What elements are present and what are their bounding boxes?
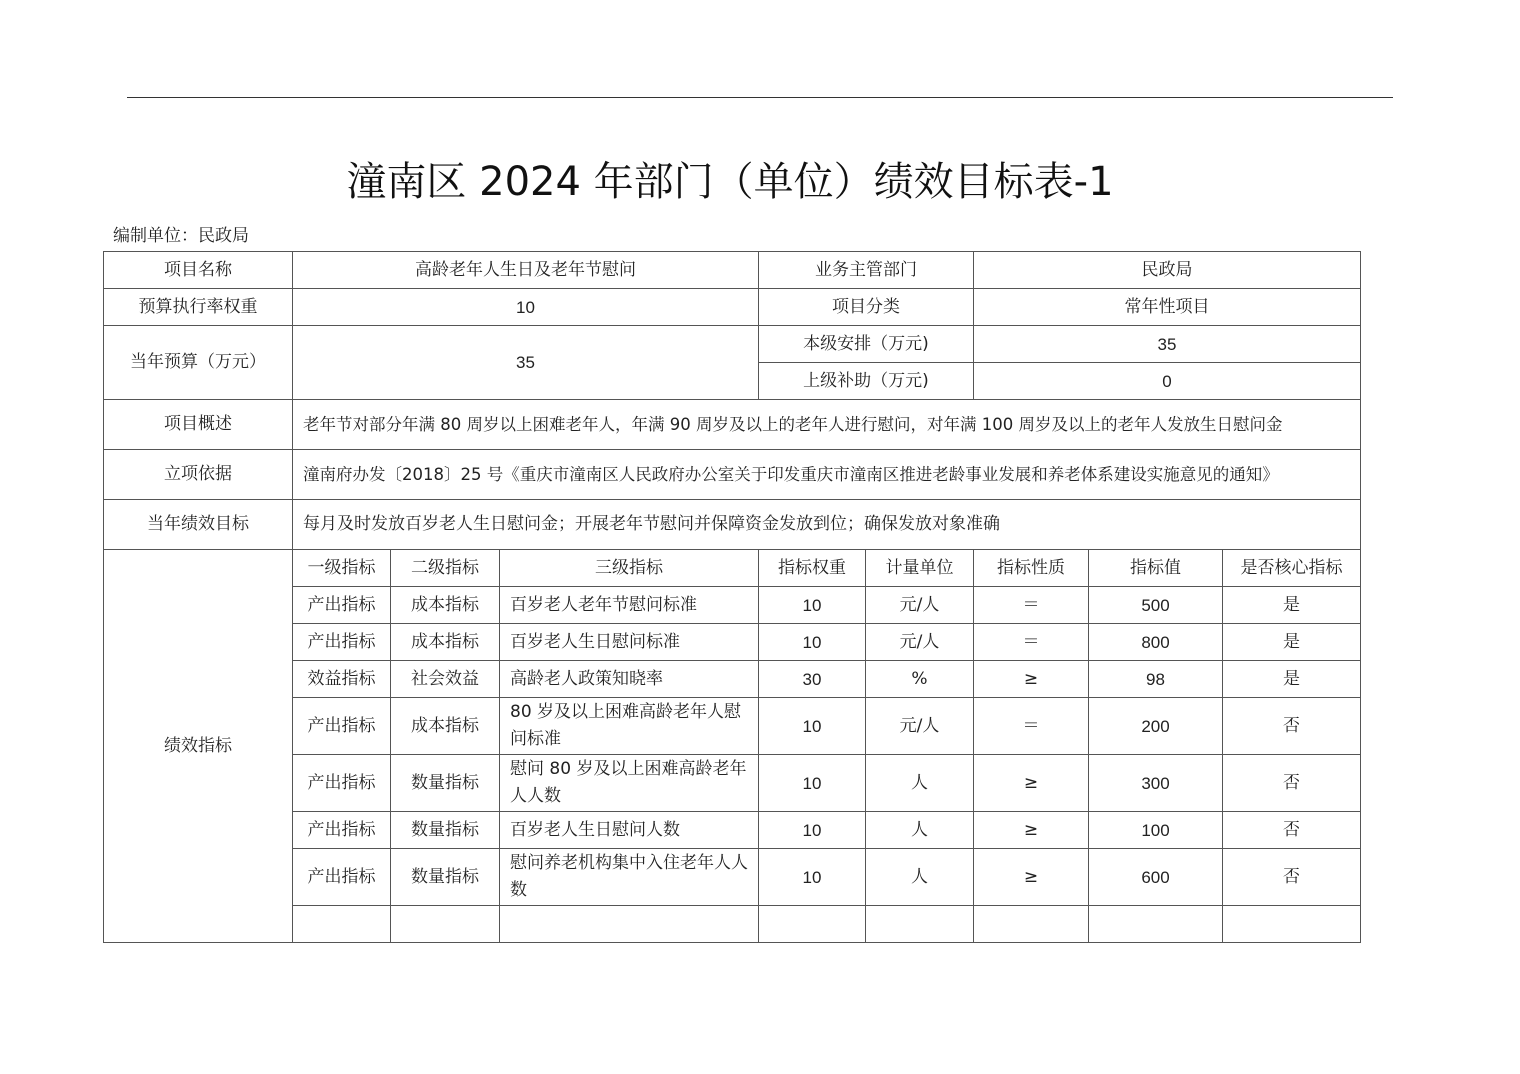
- level1-cell: 产出指标: [293, 587, 391, 624]
- budget-value: 35: [293, 326, 759, 400]
- header-value: 指标值: [1089, 550, 1223, 587]
- core-cell: 否: [1223, 755, 1361, 812]
- weight-label: 预算执行率权重: [104, 289, 293, 326]
- weight-cell: 10: [759, 587, 866, 624]
- basis-value: 潼南府办发〔2018〕25 号《重庆市潼南区人民政府办公室关于印发重庆市潼南区推进老龄事业发展和养老体系建设实施意见的通知》: [293, 450, 1361, 500]
- weight-cell: 10: [759, 698, 866, 755]
- budget-label: 当年预算（万元）: [104, 326, 293, 400]
- indicators-section-label: 绩效指标: [104, 550, 293, 943]
- dept-value: 民政局: [974, 252, 1361, 289]
- value-cell: 98: [1089, 661, 1223, 698]
- level2-cell: 数量指标: [391, 812, 500, 849]
- level1-cell: 产出指标: [293, 624, 391, 661]
- unit-cell: %: [866, 661, 974, 698]
- unit-cell: 人: [866, 849, 974, 906]
- value-cell: 600: [1089, 849, 1223, 906]
- core-cell: 否: [1223, 849, 1361, 906]
- header-core: 是否核心指标: [1223, 550, 1361, 587]
- table-row: [104, 587, 1361, 624]
- level2-cell: 数量指标: [391, 849, 500, 906]
- core-cell: 否: [1223, 812, 1361, 849]
- level2-cell: 成本指标: [391, 587, 500, 624]
- level1-cell: 产出指标: [293, 849, 391, 906]
- unit-cell: 元/人: [866, 587, 974, 624]
- level2-cell: 成本指标: [391, 624, 500, 661]
- header-weight: 指标权重: [759, 550, 866, 587]
- empty-row: [104, 906, 1361, 943]
- weight-cell: 10: [759, 812, 866, 849]
- weight-value: 10: [293, 289, 759, 326]
- overview-label: 项目概述: [104, 400, 293, 450]
- basis-label: 立项依据: [104, 450, 293, 500]
- header-level1: 一级指标: [293, 550, 391, 587]
- table-row: [104, 661, 1361, 698]
- nature-cell: ≥: [974, 849, 1089, 906]
- level1-cell: 效益指标: [293, 661, 391, 698]
- row-weight: [104, 289, 1361, 326]
- compiling-unit: 编制单位：民政局: [113, 226, 249, 246]
- value-cell: 300: [1089, 755, 1223, 812]
- goal-label: 当年绩效目标: [104, 500, 293, 550]
- value-cell: 200: [1089, 698, 1223, 755]
- level3-cell: 百岁老人老年节慰问标准: [500, 587, 759, 624]
- unit-cell: 元/人: [866, 698, 974, 755]
- unit-cell: 人: [866, 812, 974, 849]
- level1-cell: 产出指标: [293, 812, 391, 849]
- row-budget-local: [104, 326, 1361, 363]
- nature-cell: ＝: [974, 698, 1089, 755]
- level3-cell: 慰问养老机构集中入住老年人人数: [500, 849, 759, 906]
- row-basis: [104, 450, 1361, 500]
- table-row: [104, 812, 1361, 849]
- core-cell: 是: [1223, 624, 1361, 661]
- upper-label: 上级补助（万元): [759, 363, 974, 400]
- overview-value: 老年节对部分年满 80 周岁以上困难老年人，年满 90 周岁及以上的老年人进行慰问，对年满 100 周岁及以上的老年人发放生日慰问金: [293, 400, 1361, 450]
- table-row: [104, 755, 1361, 812]
- level3-cell: 百岁老人生日慰问标准: [500, 624, 759, 661]
- value-cell: 800: [1089, 624, 1223, 661]
- table-row: [104, 624, 1361, 661]
- core-cell: 是: [1223, 661, 1361, 698]
- performance-table: [103, 251, 1361, 943]
- level1-cell: 产出指标: [293, 755, 391, 812]
- level3-cell: 慰问 80 岁及以上困难高龄老年人人数: [500, 755, 759, 812]
- category-label: 项目分类: [759, 289, 974, 326]
- project-name-label: 项目名称: [104, 252, 293, 289]
- weight-cell: 30: [759, 661, 866, 698]
- level3-cell: 高龄老人政策知晓率: [500, 661, 759, 698]
- upper-value: 0: [974, 363, 1361, 400]
- goal-value: 每月及时发放百岁老人生日慰问金；开展老年节慰问并保障资金发放到位；确保发放对象准确: [293, 500, 1361, 550]
- nature-cell: ≥: [974, 812, 1089, 849]
- local-label: 本级安排（万元): [759, 326, 974, 363]
- level2-cell: 数量指标: [391, 755, 500, 812]
- level3-cell: 百岁老人生日慰问人数: [500, 812, 759, 849]
- nature-cell: ＝: [974, 587, 1089, 624]
- project-name-value: 高龄老年人生日及老年节慰问: [293, 252, 759, 289]
- header-nature: 指标性质: [974, 550, 1089, 587]
- level2-cell: 社会效益: [391, 661, 500, 698]
- nature-cell: ＝: [974, 624, 1089, 661]
- value-cell: 500: [1089, 587, 1223, 624]
- value-cell: 100: [1089, 812, 1223, 849]
- row-goal: [104, 500, 1361, 550]
- level2-cell: 成本指标: [391, 698, 500, 755]
- dept-label: 业务主管部门: [759, 252, 974, 289]
- nature-cell: ≥: [974, 661, 1089, 698]
- header-level2: 二级指标: [391, 550, 500, 587]
- unit-cell: 人: [866, 755, 974, 812]
- weight-cell: 10: [759, 849, 866, 906]
- table-row: [104, 698, 1361, 755]
- local-value: 35: [974, 326, 1361, 363]
- header-rule: [127, 97, 1393, 98]
- header-unit: 计量单位: [866, 550, 974, 587]
- core-cell: 否: [1223, 698, 1361, 755]
- weight-cell: 10: [759, 624, 866, 661]
- row-project-name: [104, 252, 1361, 289]
- weight-cell: 10: [759, 755, 866, 812]
- core-cell: 是: [1223, 587, 1361, 624]
- indicator-header-row: [104, 550, 1361, 587]
- level1-cell: 产出指标: [293, 698, 391, 755]
- unit-cell: 元/人: [866, 624, 974, 661]
- table-row: [104, 849, 1361, 906]
- page-title: 潼南区 2024 年部门（单位）绩效目标表-1: [346, 159, 1114, 205]
- row-overview: [104, 400, 1361, 450]
- category-value: 常年性项目: [974, 289, 1361, 326]
- header-level3: 三级指标: [500, 550, 759, 587]
- nature-cell: ≥: [974, 755, 1089, 812]
- level3-cell: 80 岁及以上困难高龄老年人慰问标准: [500, 698, 759, 755]
